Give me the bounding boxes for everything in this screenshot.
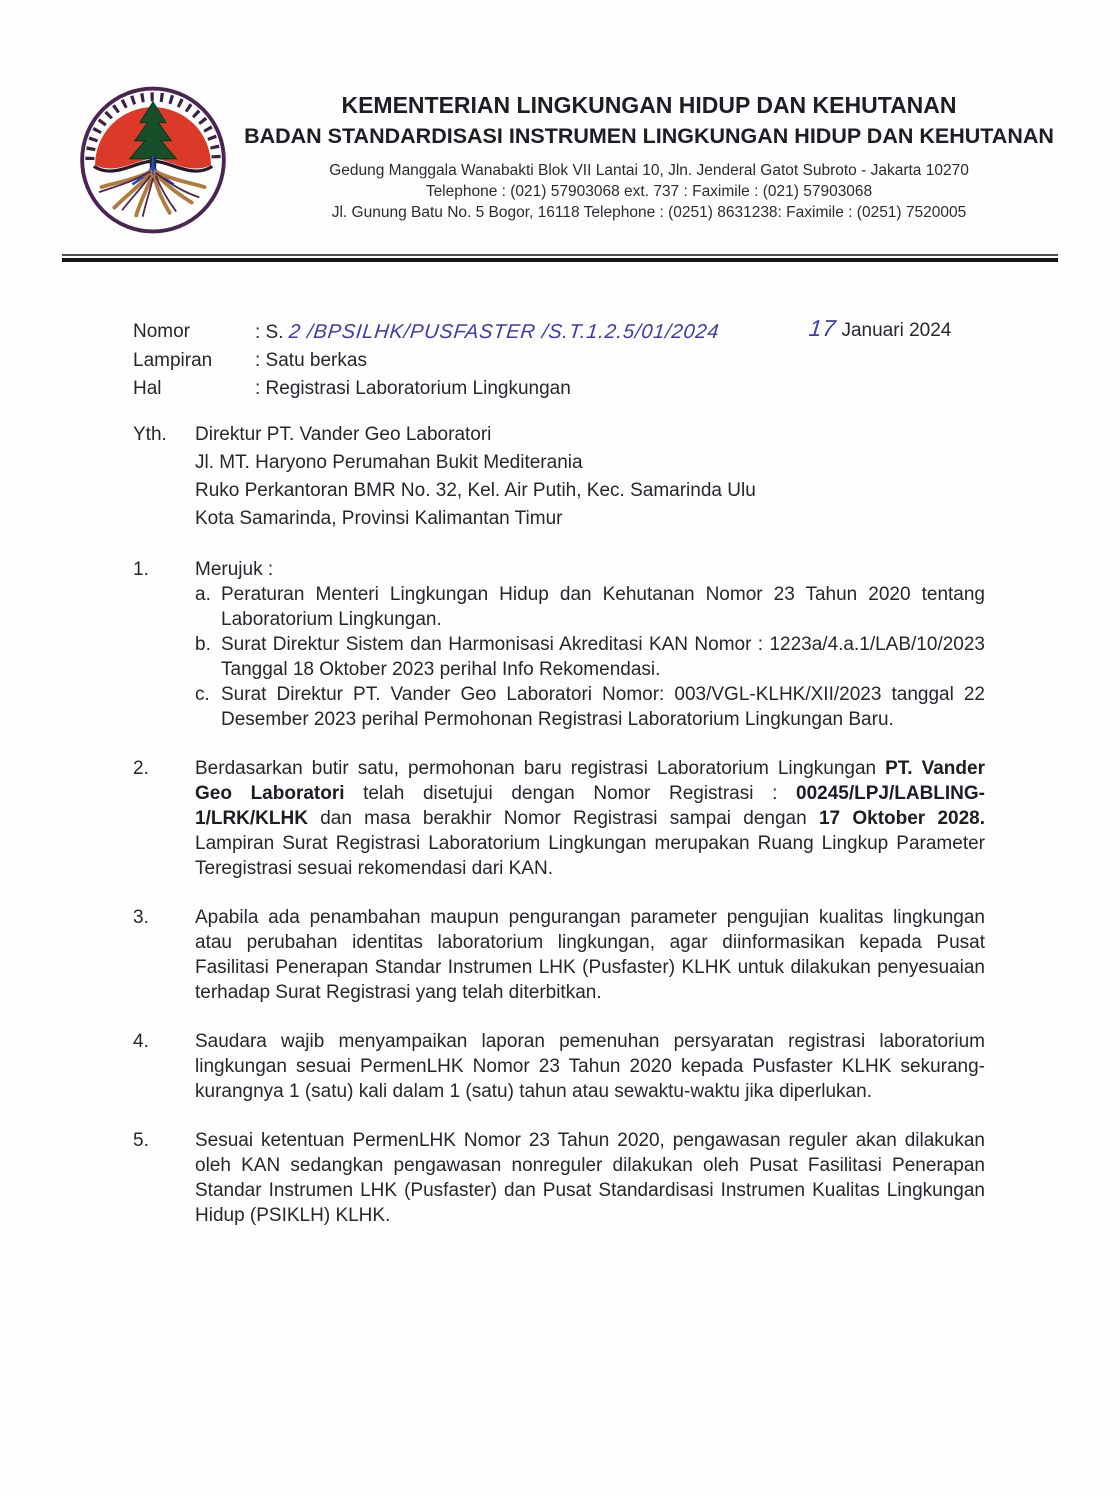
item-1-sub-b <box>195 632 985 682</box>
item-1-sub-c <box>195 682 985 732</box>
address-line-1: Gedung Manggala Wanabakti Blok VII Lantai 10, Jln. Jenderal Gatot Subroto - Jakarta 10270 <box>329 162 969 179</box>
item-2-bold-registration-number: 00245/LPJ/LABLING-1/LRK/KLHK <box>195 783 985 829</box>
body-item-1 <box>133 557 985 732</box>
item-5-text: Sesuai ketentuan PermenLHK Nomor 23 Tahun 2020, pengawasan reguler akan dilakukan oleh KAN sedangkan pengawasan nonreguler dilakukan oleh Pusat Fasilitasi Penerapan Standar Instrumen LHK (Pusfaster) dan Pusat Standardisasi Instrumen Kualitas Lingkungan Hidup (PSIKLH) KLHK. <box>195 1130 985 1226</box>
item-1-sub-a <box>195 582 985 632</box>
item-2-text-4: Lampiran Surat Registrasi Laboratorium Lingkungan merupakan Ruang Lingkup Parameter Teregistrasi sesuai rekomendasi dari KAN. <box>195 833 985 879</box>
item-4-text: Saudara wajib menyampaikan laporan pemenuhan persyaratan registrasi laboratorium lingkungan sesuai PermenLHK Nomor 23 Tahun 2020 kepada Pusfaster KLHK sekurang-kurangnya 1 (satu) kali dalam 1 (satu) tahun atau sewaktu-waktu jika diperlukan. <box>195 1031 985 1102</box>
sub-c-label: c. <box>195 684 210 705</box>
lampiran-value: : Satu berkas <box>255 350 367 371</box>
item-5-number: 5. <box>133 1130 149 1151</box>
body-item-3 <box>133 905 985 1005</box>
item-2-number: 2. <box>133 758 149 779</box>
recipient-line-1: Direktur PT. Vander Geo Laboratori <box>195 424 492 445</box>
date-printed: Januari 2024 <box>841 320 952 341</box>
item-2-bold-expiry-date: 17 Oktober 2028. <box>818 808 985 829</box>
item-2-text-3: dan masa berakhir Nomor Registrasi sampai dengan <box>307 808 819 829</box>
klhk-logo <box>74 84 236 241</box>
letter-meta <box>133 315 985 403</box>
nomor-prefix: : S. <box>255 322 284 343</box>
letterhead-divider <box>62 254 1058 262</box>
hal-row <box>133 375 985 403</box>
lampiran-row <box>133 347 985 375</box>
nomor-handwritten: 2 /BPSILHK/PUSFASTER /S.T.1.2.5/01/2024 <box>287 321 721 343</box>
letterhead-text <box>236 84 1062 223</box>
item-1-content <box>195 557 985 732</box>
item-4-number: 4. <box>133 1031 149 1052</box>
nomor-label: Nomor <box>133 321 191 342</box>
body-item-2 <box>133 756 985 881</box>
item-2-text-1: Berdasarkan butir satu, permohonan baru registrasi Laboratorium Lingkungan <box>195 758 886 779</box>
recipient-block <box>133 421 985 533</box>
sub-a-text: Peraturan Menteri Lingkungan Hidup dan Kehutanan Nomor 23 Tahun 2020 tentang Laboratorium Lingkungan. <box>221 584 985 630</box>
letterhead <box>0 0 1120 241</box>
recipient-address <box>195 421 756 533</box>
item-3-number: 3. <box>133 907 149 928</box>
sub-b-label: b. <box>195 634 211 655</box>
item-3-text: Apabila ada penambahan maupun pengurangan parameter pengujian kualitas lingkungan atau perubahan identitas laboratorium lingkungan, agar diinformasikan kepada Pusat Fasilitasi Penerapan Standar Instrumen LHK (Pusfaster) KLHK untuk dilakukan penyesuaian terhadap Surat Registrasi yang telah diterbitkan. <box>195 907 985 1003</box>
date-day-handwritten: 17 <box>807 315 838 341</box>
letter-date <box>809 315 951 342</box>
item-1-intro: Merujuk : <box>195 559 274 580</box>
hal-label: Hal <box>133 378 162 399</box>
address-line-3: Jl. Gunung Batu No. 5 Bogor, 16118 Telephone : (0251) 8631238: Faximile : (0251) 7520005 <box>331 204 967 221</box>
recipient-line-4: Kota Samarinda, Provinsi Kalimantan Timur <box>195 508 563 529</box>
lampiran-label: Lampiran <box>133 350 213 371</box>
item-2-text-2: telah disetujui dengan Nomor Registrasi : <box>344 783 796 804</box>
address-line-2: Telephone : (021) 57903068 ext. 737 : Faximile : (021) 57903068 <box>425 183 873 200</box>
letterhead-address <box>236 160 1062 223</box>
body-item-4 <box>133 1029 985 1104</box>
ministry-name: KEMENTERIAN LINGKUNGAN HIDUP DAN KEHUTANAN <box>341 92 957 118</box>
item-2-bold-company: PT. Vander Geo Laboratori <box>195 758 985 804</box>
hal-value: : Registrasi Laboratorium Lingkungan <box>255 378 571 399</box>
sub-c-text: Surat Direktur PT. Vander Geo Laboratori Nomor: 003/VGL-KLHK/XII/2023 tanggal 22 Desember 2023 perihal Permohonan Registrasi Laboratorium Lingkungan Baru. <box>221 684 985 730</box>
sub-a-label: a. <box>195 584 211 605</box>
sub-b-text: Surat Direktur Sistem dan Harmonisasi Akreditasi KAN Nomor : 1223a/4.a.1/LAB/10/2023 Tanggal 18 Oktober 2023 perihal Info Rekomendasi. <box>221 634 985 680</box>
recipient-salutation: Yth. <box>133 424 167 445</box>
recipient-line-3: Ruko Perkantoran BMR No. 32, Kel. Air Putih, Kec. Samarinda Ulu <box>195 480 756 501</box>
ministry-emblem-icon <box>74 84 232 236</box>
agency-name: BADAN STANDARDISASI INSTRUMEN LINGKUNGAN HIDUP DAN KEHUTANAN <box>244 124 1054 148</box>
item-1-number: 1. <box>133 559 149 580</box>
body-item-5 <box>133 1128 985 1228</box>
recipient-line-2: Jl. MT. Haryono Perumahan Bukit Mediterania <box>195 452 583 473</box>
item-2-content <box>195 756 985 881</box>
